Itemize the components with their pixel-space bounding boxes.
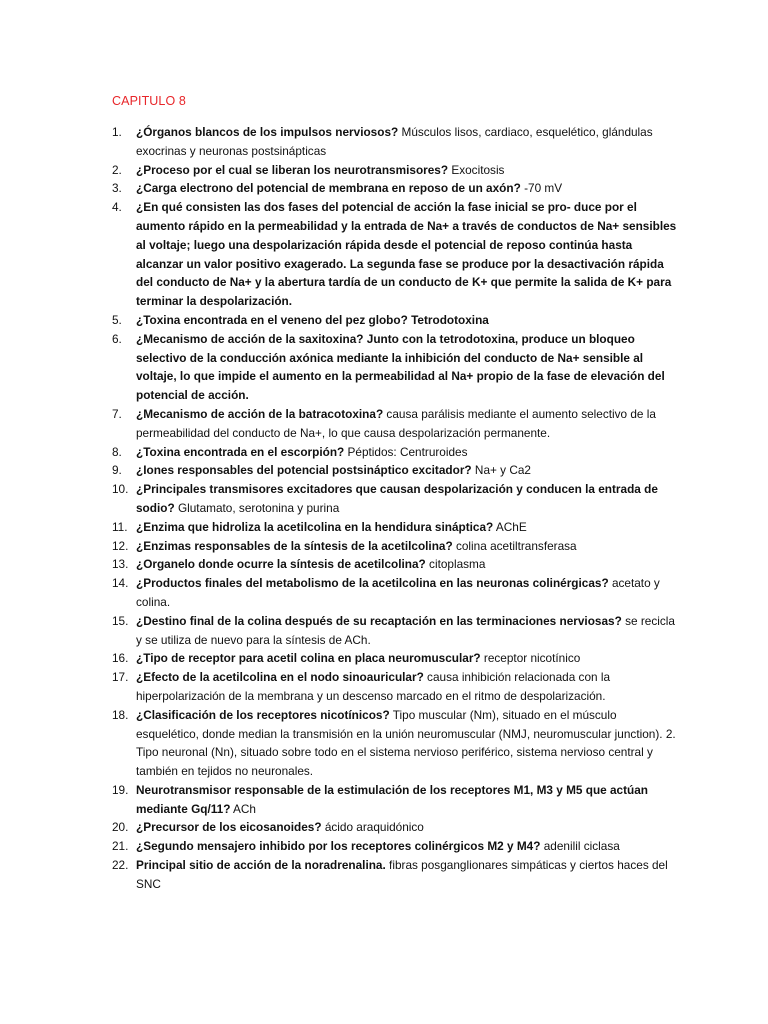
list-item [112, 668, 682, 706]
list-item [112, 311, 682, 330]
item-question: ¿Iones responsables del potencial postsináptico excitador? [136, 463, 472, 478]
item-answer: colina acetiltransferasa [452, 538, 577, 553]
list-item [112, 179, 682, 198]
item-number: 18. [112, 707, 129, 722]
item-question: ¿Segundo mensajero inhibido por los receptores colinérgicos M2 y M4? [136, 839, 541, 854]
list-item [112, 161, 682, 180]
item-question: ¿Toxina encontrada en el veneno del pez globo? Tetrodotoxina [136, 312, 489, 327]
item-number: 14. [112, 576, 129, 591]
item-question: ¿Precursor de los eicosanoides? [136, 820, 322, 835]
list-item [112, 555, 682, 574]
item-number: 21. [112, 839, 129, 854]
item-number: 17. [112, 670, 129, 685]
item-question: ¿Mecanismo de acción de la batracotoxina? [136, 406, 384, 421]
item-question: ¿Efecto de la acetilcolina en el nodo sinoauricular? [136, 670, 424, 685]
item-answer: adenilil ciclasa [540, 839, 620, 854]
item-number: 11. [112, 519, 128, 534]
item-number: 4. [112, 200, 122, 215]
item-question: ¿Toxina encontrada en el escorpión? [136, 444, 345, 459]
list-item [112, 518, 682, 537]
item-number: 5. [112, 312, 122, 327]
item-number: 2. [112, 162, 122, 177]
list-item [112, 480, 682, 518]
item-answer: causa parálisis mediante el aumento selectivo de la permeabilidad del conducto de Na+, lo que causa despolarización permanente. [136, 406, 656, 440]
item-question: ¿Enzimas responsables de la síntesis de la acetilcolina? [136, 538, 453, 553]
item-question: ¿Destino final de la colina después de su recaptación en las terminaciones nerviosas? [136, 613, 622, 628]
item-answer: Músculos lisos, cardiaco, esquelético, glándulas exocrinas y neuronas postsinápticas [136, 125, 653, 158]
list-item [112, 781, 682, 819]
list-item [112, 574, 682, 612]
item-question: ¿Principales transmisores excitadores que causan despolarización y conducen la entrada de sodio? [136, 482, 658, 515]
list-item [112, 443, 682, 462]
item-question: ¿Carga electrono del potencial de membrana en reposo de un axón? [136, 181, 521, 196]
list-item [112, 537, 682, 556]
item-answer: citoplasma [425, 557, 486, 572]
item-question: ¿En qué consisten las dos fases del potencial de acción la fase inicial se pro- duce por el aumento rápido en la permeabilidad y la entrada de Na+ a través de conductos de Na+ sensibles al voltaje; luego una despolarización rápida desde el potencial de reposo continúa hasta alcanzar un valor positivo exagerado. La segunda fase se produce por la desactivación rápida del conducto de Na+ y la abertura tardía de un conducto de K+ que permite la salida de K+ para terminar la despolarización. [136, 200, 677, 309]
item-question: ¿Productos finales del metabolismo de la acetilcolina en las neuronas colinérgicas? [136, 576, 609, 591]
item-number: 13. [112, 557, 129, 572]
item-question: ¿Mecanismo de acción de la saxitoxina? Junto con la tetrodotoxina, produce un bloqueo selectivo de la conducción axónica mediante la inhibición del conducto de Na+ sensible al voltaje, lo que impide el aumento en la permeabilidad al Na+ propio de la fase de elevación del potencial de acción. [136, 331, 665, 403]
item-number: 15. [112, 613, 129, 628]
item-number: 10. [112, 482, 129, 497]
item-number: 6. [112, 331, 122, 346]
item-answer: Tipo muscular (Nm), situado en el músculo esquelético, donde median la transmisión en la unión neuromuscular (NMJ, neuromuscular junction). 2. Tipo neuronal (Nn), situado sobre todo en el sistema nervioso periférico, sistema nervioso central y también en tejidos no neuronales. [136, 707, 676, 779]
item-question: ¿Organelo donde ocurre la síntesis de acetilcolina? [136, 557, 426, 572]
item-answer: fibras posganglionares simpáticas y ciertos haces del SNC [136, 858, 668, 891]
item-answer: causa inhibición relacionada con la hiperpolarización de la membrana y un descenso marcado en el ritmo de despolarización. [136, 670, 611, 703]
item-answer: receptor nicotínico [480, 651, 581, 666]
list-item [112, 330, 682, 405]
item-answer: AChE [493, 519, 527, 534]
item-question: ¿Clasificación de los receptores nicotínicos? [136, 707, 390, 722]
list-item [112, 612, 682, 650]
item-question: ¿Enzima que hidroliza la acetilcolina en la hendidura sináptica? [136, 519, 494, 534]
list-item [112, 818, 682, 837]
item-question: ¿Órganos blancos de los impulsos nerviosos? [136, 125, 399, 139]
item-question: Neurotransmisor responsable de la estimulación de los receptores M1, M3 y M5 que actúan mediante Gq/11? [136, 782, 649, 816]
item-answer: Na+ y Ca2 [471, 463, 531, 478]
item-answer: ácido araquidónico [321, 820, 424, 835]
list-item [112, 837, 682, 856]
item-number: 9. [112, 463, 122, 478]
question-list [112, 123, 682, 894]
item-answer: Exocitosis [448, 162, 505, 177]
item-number: 19. [112, 782, 129, 797]
list-item [112, 649, 682, 668]
item-number: 16. [112, 651, 129, 666]
list-item [112, 198, 682, 311]
item-answer: acetato y colina. [136, 576, 660, 609]
item-number: 3. [112, 181, 122, 196]
item-number: 1. [112, 125, 122, 139]
item-number: 22. [112, 858, 129, 873]
item-question: ¿Tipo de receptor para acetil colina en placa neuromuscular? [136, 651, 481, 666]
item-answer: Péptidos: Centruroides [344, 444, 468, 459]
item-number: 8. [112, 444, 122, 459]
item-number: 20. [112, 820, 129, 835]
item-number: 7. [112, 406, 122, 421]
chapter-title: CAPITULO 8 [112, 94, 186, 108]
item-answer: -70 mV [520, 181, 563, 196]
list-item [112, 123, 682, 161]
list-item [112, 856, 682, 894]
item-number: 12. [112, 538, 129, 553]
list-item [112, 405, 682, 443]
item-question: Principal sitio de acción de la noradrenalina. [136, 858, 386, 873]
list-item [112, 706, 682, 781]
item-answer: ACh [230, 801, 256, 816]
item-question: ¿Proceso por el cual se liberan los neurotransmisores? [136, 162, 449, 177]
list-item [112, 461, 682, 480]
item-answer: Glutamato, serotonina y purina [174, 500, 340, 515]
item-answer: se recicla y se utiliza de nuevo para la síntesis de ACh. [136, 613, 675, 647]
